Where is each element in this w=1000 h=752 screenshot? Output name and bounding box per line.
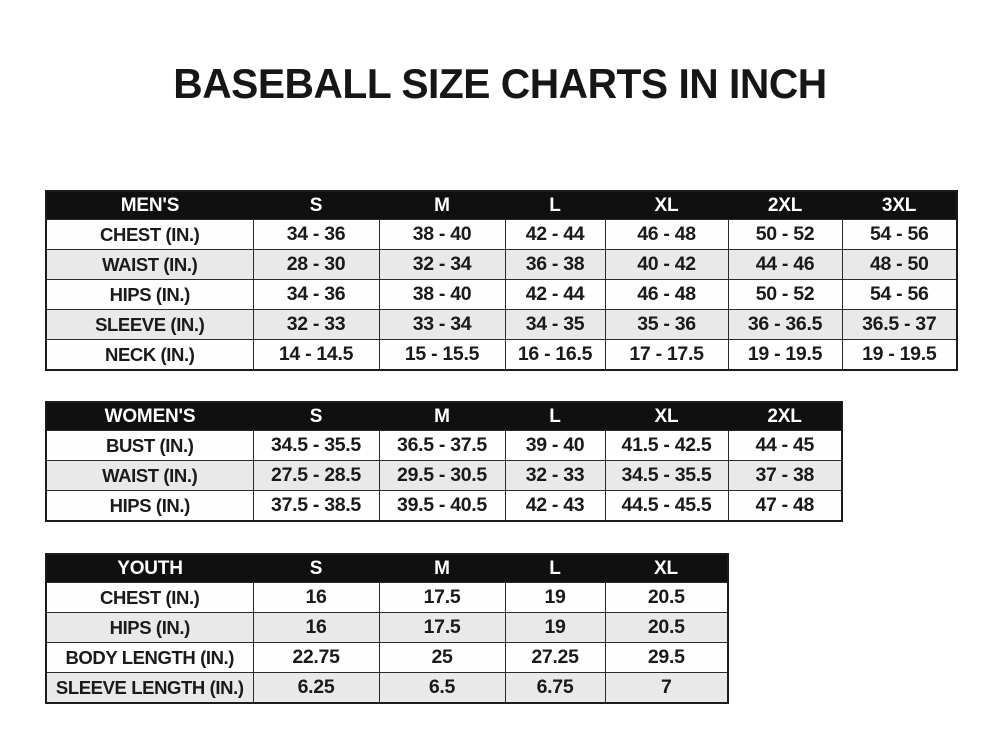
header-row — [46, 191, 957, 220]
value-cell: 33 - 34 — [379, 310, 505, 340]
value-cell: 50 - 52 — [728, 280, 842, 310]
value-cell: 17 - 17.5 — [605, 340, 728, 371]
value-cell: 37 - 38 — [728, 461, 842, 491]
value-cell: 35 - 36 — [605, 310, 728, 340]
column-header-cell: L — [505, 191, 605, 220]
value-cell: 34.5 - 35.5 — [605, 461, 728, 491]
womens-table — [45, 401, 843, 522]
value-cell: 16 — [253, 583, 379, 613]
column-header-cell: M — [379, 191, 505, 220]
value-cell: 19 — [505, 583, 605, 613]
column-header-cell: S — [253, 191, 379, 220]
column-header-cell: S — [253, 554, 379, 583]
mens-table — [45, 190, 958, 371]
value-cell: 40 - 42 — [605, 250, 728, 280]
table-row — [46, 310, 957, 340]
mens-size-table — [45, 190, 958, 371]
row-label-cell: HIPS (IN.) — [46, 280, 253, 310]
table-title-cell: WOMEN'S — [46, 402, 253, 431]
youth-table — [45, 553, 729, 704]
row-label-cell: SLEEVE LENGTH (IN.) — [46, 673, 253, 704]
table-title-cell: YOUTH — [46, 554, 253, 583]
value-cell: 32 - 33 — [505, 461, 605, 491]
row-label-cell: HIPS (IN.) — [46, 491, 253, 522]
value-cell: 15 - 15.5 — [379, 340, 505, 371]
value-cell: 54 - 56 — [842, 280, 957, 310]
column-header-cell: S — [253, 402, 379, 431]
value-cell: 19 - 19.5 — [842, 340, 957, 371]
value-cell: 38 - 40 — [379, 280, 505, 310]
row-label-cell: CHEST (IN.) — [46, 220, 253, 250]
value-cell: 27.5 - 28.5 — [253, 461, 379, 491]
value-cell: 47 - 48 — [728, 491, 842, 522]
column-header-cell: XL — [605, 191, 728, 220]
value-cell: 16 — [253, 613, 379, 643]
value-cell: 17.5 — [379, 583, 505, 613]
page-title: BASEBALL SIZE CHARTS IN INCH — [173, 60, 827, 107]
table-title-cell: MEN'S — [46, 191, 253, 220]
row-label-cell: BUST (IN.) — [46, 431, 253, 461]
value-cell: 36 - 38 — [505, 250, 605, 280]
table-row — [46, 431, 842, 461]
value-cell: 27.25 — [505, 643, 605, 673]
value-cell: 6.75 — [505, 673, 605, 704]
column-header-cell: M — [379, 554, 505, 583]
value-cell: 46 - 48 — [605, 220, 728, 250]
value-cell: 54 - 56 — [842, 220, 957, 250]
value-cell: 39.5 - 40.5 — [379, 491, 505, 522]
row-label-cell: SLEEVE (IN.) — [46, 310, 253, 340]
value-cell: 32 - 34 — [379, 250, 505, 280]
value-cell: 34.5 - 35.5 — [253, 431, 379, 461]
value-cell: 37.5 - 38.5 — [253, 491, 379, 522]
value-cell: 7 — [605, 673, 728, 704]
table-row — [46, 673, 728, 704]
value-cell: 36.5 - 37 — [842, 310, 957, 340]
value-cell: 29.5 - 30.5 — [379, 461, 505, 491]
value-cell: 19 — [505, 613, 605, 643]
row-label-cell: BODY LENGTH (IN.) — [46, 643, 253, 673]
column-header-cell: 2XL — [728, 402, 842, 431]
column-header-cell: L — [505, 402, 605, 431]
value-cell: 20.5 — [605, 613, 728, 643]
row-label-cell: WAIST (IN.) — [46, 250, 253, 280]
value-cell: 44.5 - 45.5 — [605, 491, 728, 522]
womens-size-table — [45, 401, 843, 522]
row-label-cell: WAIST (IN.) — [46, 461, 253, 491]
value-cell: 28 - 30 — [253, 250, 379, 280]
value-cell: 44 - 46 — [728, 250, 842, 280]
table-row — [46, 250, 957, 280]
value-cell: 34 - 36 — [253, 220, 379, 250]
value-cell: 42 - 44 — [505, 280, 605, 310]
value-cell: 39 - 40 — [505, 431, 605, 461]
table-row — [46, 583, 728, 613]
column-header-cell: M — [379, 402, 505, 431]
row-label-cell: CHEST (IN.) — [46, 583, 253, 613]
value-cell: 46 - 48 — [605, 280, 728, 310]
value-cell: 38 - 40 — [379, 220, 505, 250]
column-header-cell: 2XL — [728, 191, 842, 220]
table-row — [46, 220, 957, 250]
column-header-cell: L — [505, 554, 605, 583]
table-row — [46, 491, 842, 522]
header-row — [46, 402, 842, 431]
value-cell: 42 - 44 — [505, 220, 605, 250]
value-cell: 16 - 16.5 — [505, 340, 605, 371]
column-header-cell: XL — [605, 402, 728, 431]
value-cell: 41.5 - 42.5 — [605, 431, 728, 461]
value-cell: 19 - 19.5 — [728, 340, 842, 371]
value-cell: 36.5 - 37.5 — [379, 431, 505, 461]
value-cell: 25 — [379, 643, 505, 673]
value-cell: 44 - 45 — [728, 431, 842, 461]
value-cell: 32 - 33 — [253, 310, 379, 340]
column-header-cell: 3XL — [842, 191, 957, 220]
table-row — [46, 613, 728, 643]
table-row — [46, 280, 957, 310]
value-cell: 22.75 — [253, 643, 379, 673]
value-cell: 29.5 — [605, 643, 728, 673]
table-row — [46, 643, 728, 673]
value-cell: 36 - 36.5 — [728, 310, 842, 340]
value-cell: 14 - 14.5 — [253, 340, 379, 371]
column-header-cell: XL — [605, 554, 728, 583]
table-row — [46, 461, 842, 491]
value-cell: 48 - 50 — [842, 250, 957, 280]
value-cell: 17.5 — [379, 613, 505, 643]
value-cell: 20.5 — [605, 583, 728, 613]
row-label-cell: HIPS (IN.) — [46, 613, 253, 643]
youth-size-table — [45, 553, 729, 704]
value-cell: 6.25 — [253, 673, 379, 704]
table-row — [46, 340, 957, 371]
value-cell: 50 - 52 — [728, 220, 842, 250]
row-label-cell: NECK (IN.) — [46, 340, 253, 371]
header-row — [46, 554, 728, 583]
value-cell: 6.5 — [379, 673, 505, 704]
value-cell: 34 - 36 — [253, 280, 379, 310]
value-cell: 42 - 43 — [505, 491, 605, 522]
value-cell: 34 - 35 — [505, 310, 605, 340]
